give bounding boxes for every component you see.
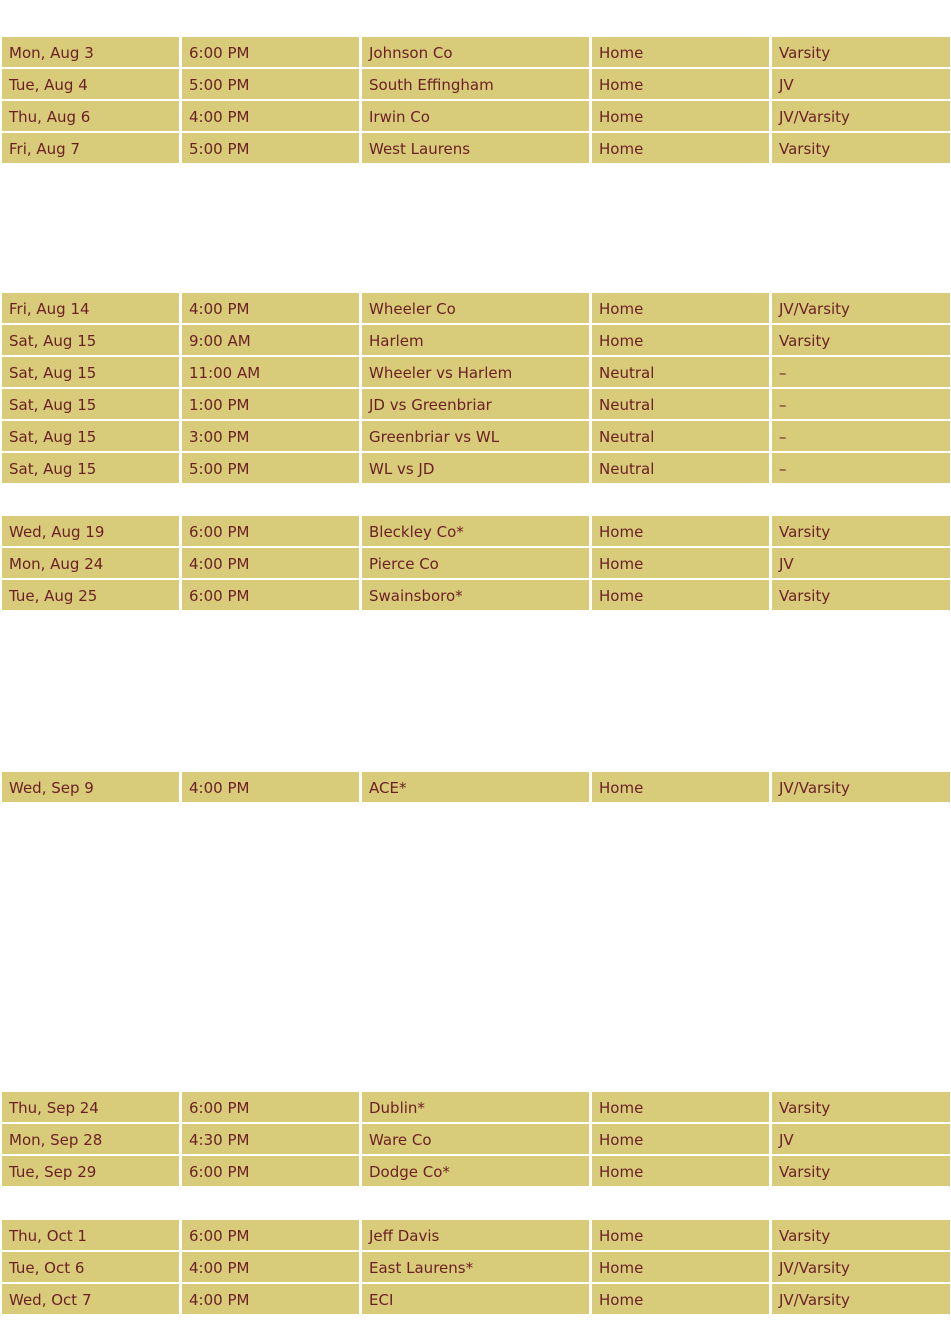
opponent-cell: JD vs Greenbriar: [362, 389, 589, 419]
table-row: [2, 325, 950, 355]
date-cell: Sat, Aug 15: [2, 421, 179, 451]
table-row: [2, 1156, 950, 1186]
level-cell: Varsity: [772, 516, 950, 546]
location-cell: Home: [592, 1124, 769, 1154]
time-cell: 4:00 PM: [182, 772, 359, 802]
table-row: [2, 69, 950, 99]
time-cell: 5:00 PM: [182, 133, 359, 163]
opponent-cell: ACE*: [362, 772, 589, 802]
level-cell: JV/Varsity: [772, 1284, 950, 1314]
time-cell: 4:30 PM: [182, 1124, 359, 1154]
time-cell: 4:00 PM: [182, 1284, 359, 1314]
opponent-cell: Greenbriar vs WL: [362, 421, 589, 451]
date-cell: Tue, Aug 25: [2, 580, 179, 610]
location-cell: Neutral: [592, 453, 769, 483]
location-cell: Neutral: [592, 421, 769, 451]
location-cell: Home: [592, 133, 769, 163]
location-cell: Home: [592, 548, 769, 578]
time-cell: 4:00 PM: [182, 1252, 359, 1282]
level-cell: JV/Varsity: [772, 1252, 950, 1282]
location-cell: Home: [592, 1284, 769, 1314]
table-row: [2, 37, 950, 67]
opponent-cell: Ware Co: [362, 1124, 589, 1154]
table-row: [2, 1220, 950, 1250]
level-cell: JV: [772, 1124, 950, 1154]
time-cell: 6:00 PM: [182, 1092, 359, 1122]
level-cell: JV/Varsity: [772, 772, 950, 802]
level-cell: –: [772, 421, 950, 451]
date-cell: Fri, Aug 7: [2, 133, 179, 163]
location-cell: Home: [592, 325, 769, 355]
table-row: [2, 453, 950, 483]
table-row: [2, 101, 950, 131]
table-row: [2, 1124, 950, 1154]
table-row: [2, 133, 950, 163]
time-cell: 6:00 PM: [182, 516, 359, 546]
level-cell: Varsity: [772, 325, 950, 355]
time-cell: 4:00 PM: [182, 101, 359, 131]
table-row: [2, 548, 950, 578]
level-cell: –: [772, 357, 950, 387]
date-cell: Tue, Aug 4: [2, 69, 179, 99]
location-cell: Home: [592, 516, 769, 546]
opponent-cell: Wheeler vs Harlem: [362, 357, 589, 387]
table-row: [2, 1284, 950, 1314]
level-cell: Varsity: [772, 1156, 950, 1186]
opponent-cell: Wheeler Co: [362, 293, 589, 323]
date-cell: Wed, Oct 7: [2, 1284, 179, 1314]
time-cell: 6:00 PM: [182, 1156, 359, 1186]
opponent-cell: Jeff Davis: [362, 1220, 589, 1250]
level-cell: JV/Varsity: [772, 293, 950, 323]
time-cell: 6:00 PM: [182, 37, 359, 67]
date-cell: Thu, Oct 1: [2, 1220, 179, 1250]
table-row: [2, 357, 950, 387]
opponent-cell: Johnson Co: [362, 37, 589, 67]
level-cell: Varsity: [772, 1220, 950, 1250]
time-cell: 4:00 PM: [182, 293, 359, 323]
opponent-cell: Dodge Co*: [362, 1156, 589, 1186]
location-cell: Home: [592, 37, 769, 67]
time-cell: 11:00 AM: [182, 357, 359, 387]
opponent-cell: Swainsboro*: [362, 580, 589, 610]
location-cell: Home: [592, 1156, 769, 1186]
date-cell: Fri, Aug 14: [2, 293, 179, 323]
location-cell: Neutral: [592, 357, 769, 387]
opponent-cell: South Effingham: [362, 69, 589, 99]
schedule-group-2: [2, 293, 950, 485]
level-cell: Varsity: [772, 1092, 950, 1122]
level-cell: –: [772, 453, 950, 483]
table-row: [2, 421, 950, 451]
time-cell: 3:00 PM: [182, 421, 359, 451]
location-cell: Home: [592, 293, 769, 323]
opponent-cell: Bleckley Co*: [362, 516, 589, 546]
time-cell: 6:00 PM: [182, 1220, 359, 1250]
table-row: [2, 389, 950, 419]
time-cell: 4:00 PM: [182, 548, 359, 578]
level-cell: Varsity: [772, 580, 950, 610]
date-cell: Wed, Sep 9: [2, 772, 179, 802]
date-cell: Thu, Sep 24: [2, 1092, 179, 1122]
schedule-group-6: [2, 1220, 950, 1316]
schedule-group-3: [2, 516, 950, 612]
date-cell: Sat, Aug 15: [2, 325, 179, 355]
date-cell: Thu, Aug 6: [2, 101, 179, 131]
location-cell: Home: [592, 1252, 769, 1282]
date-cell: Mon, Aug 3: [2, 37, 179, 67]
time-cell: 9:00 AM: [182, 325, 359, 355]
location-cell: Home: [592, 1092, 769, 1122]
location-cell: Home: [592, 101, 769, 131]
date-cell: Sat, Aug 15: [2, 453, 179, 483]
location-cell: Home: [592, 69, 769, 99]
location-cell: Neutral: [592, 389, 769, 419]
opponent-cell: WL vs JD: [362, 453, 589, 483]
time-cell: 6:00 PM: [182, 580, 359, 610]
table-row: [2, 1252, 950, 1282]
schedule-group-4: [2, 772, 950, 804]
time-cell: 5:00 PM: [182, 453, 359, 483]
level-cell: Varsity: [772, 133, 950, 163]
level-cell: JV/Varsity: [772, 101, 950, 131]
opponent-cell: Pierce Co: [362, 548, 589, 578]
location-cell: Home: [592, 580, 769, 610]
table-row: [2, 1092, 950, 1122]
schedule-group-1: [2, 37, 950, 165]
opponent-cell: Dublin*: [362, 1092, 589, 1122]
date-cell: Sat, Aug 15: [2, 389, 179, 419]
table-row: [2, 772, 950, 802]
time-cell: 5:00 PM: [182, 69, 359, 99]
level-cell: JV: [772, 69, 950, 99]
date-cell: Wed, Aug 19: [2, 516, 179, 546]
date-cell: Tue, Sep 29: [2, 1156, 179, 1186]
location-cell: Home: [592, 772, 769, 802]
level-cell: –: [772, 389, 950, 419]
opponent-cell: West Laurens: [362, 133, 589, 163]
location-cell: Home: [592, 1220, 769, 1250]
level-cell: JV: [772, 548, 950, 578]
time-cell: 1:00 PM: [182, 389, 359, 419]
table-row: [2, 580, 950, 610]
date-cell: Mon, Sep 28: [2, 1124, 179, 1154]
date-cell: Mon, Aug 24: [2, 548, 179, 578]
table-row: [2, 516, 950, 546]
opponent-cell: Irwin Co: [362, 101, 589, 131]
date-cell: Sat, Aug 15: [2, 357, 179, 387]
opponent-cell: Harlem: [362, 325, 589, 355]
table-row: [2, 293, 950, 323]
opponent-cell: ECI: [362, 1284, 589, 1314]
level-cell: Varsity: [772, 37, 950, 67]
schedule-group-5: [2, 1092, 950, 1188]
opponent-cell: East Laurens*: [362, 1252, 589, 1282]
date-cell: Tue, Oct 6: [2, 1252, 179, 1282]
